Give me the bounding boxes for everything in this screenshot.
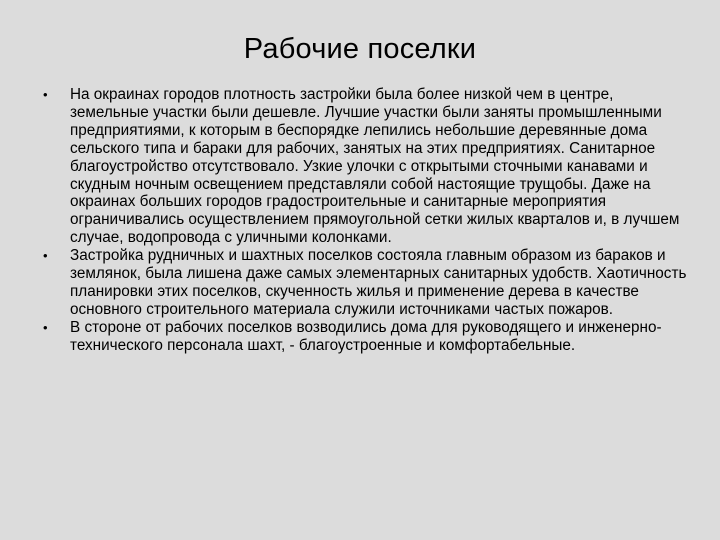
bullet-item-1 bbox=[40, 86, 696, 247]
bullet-text-3: В стороне от рабочих поселков возводились дома для руководящего и инженерно-технического персонала шахт, - благоустроенные и комфортабельные. bbox=[70, 318, 662, 354]
bullet-marker: • bbox=[43, 248, 48, 264]
bullet-marker: • bbox=[43, 87, 48, 102]
slide-title: Рабочие поселки bbox=[243, 33, 477, 65]
bullet-text-2: Застройка рудничных и шахтных поселков состояла главным образом из бараков и землянок, была лишена даже самых элементарных санитарных удобств. Хаотичность планировки этих поселков, скученность жилья и применение дерева в качестве основного строительного материала служили источниками частых пожаров. bbox=[70, 247, 687, 318]
bullet-marker: • bbox=[43, 319, 48, 335]
bullet-item-2 bbox=[40, 247, 696, 319]
bullet-text-1: На окраинах городов плотность застройки была более низкой чем в центре, земельные участки были дешевле. Лучшие участки были заняты промышленными предприятиями, к которым в беспорядке лепились небольшие деревянные дома сельского типа и бараки для рабочих, занятых на этих предприятиях. Санитарное благоустройство отсутствовало. Узкие улочки с открытыми сточными канавами и скудным ночным освещением представляли собой настоящие трущобы. Даже на окраинах больших городов градостроительные и санитарные мероприятия ограничивались осуществлением прямоугольной сетки жилых кварталов и, в лучшем случае, водопровода с уличными колонками. bbox=[70, 86, 680, 247]
bullet-item-3 bbox=[40, 319, 696, 355]
bullet-list bbox=[40, 86, 696, 355]
